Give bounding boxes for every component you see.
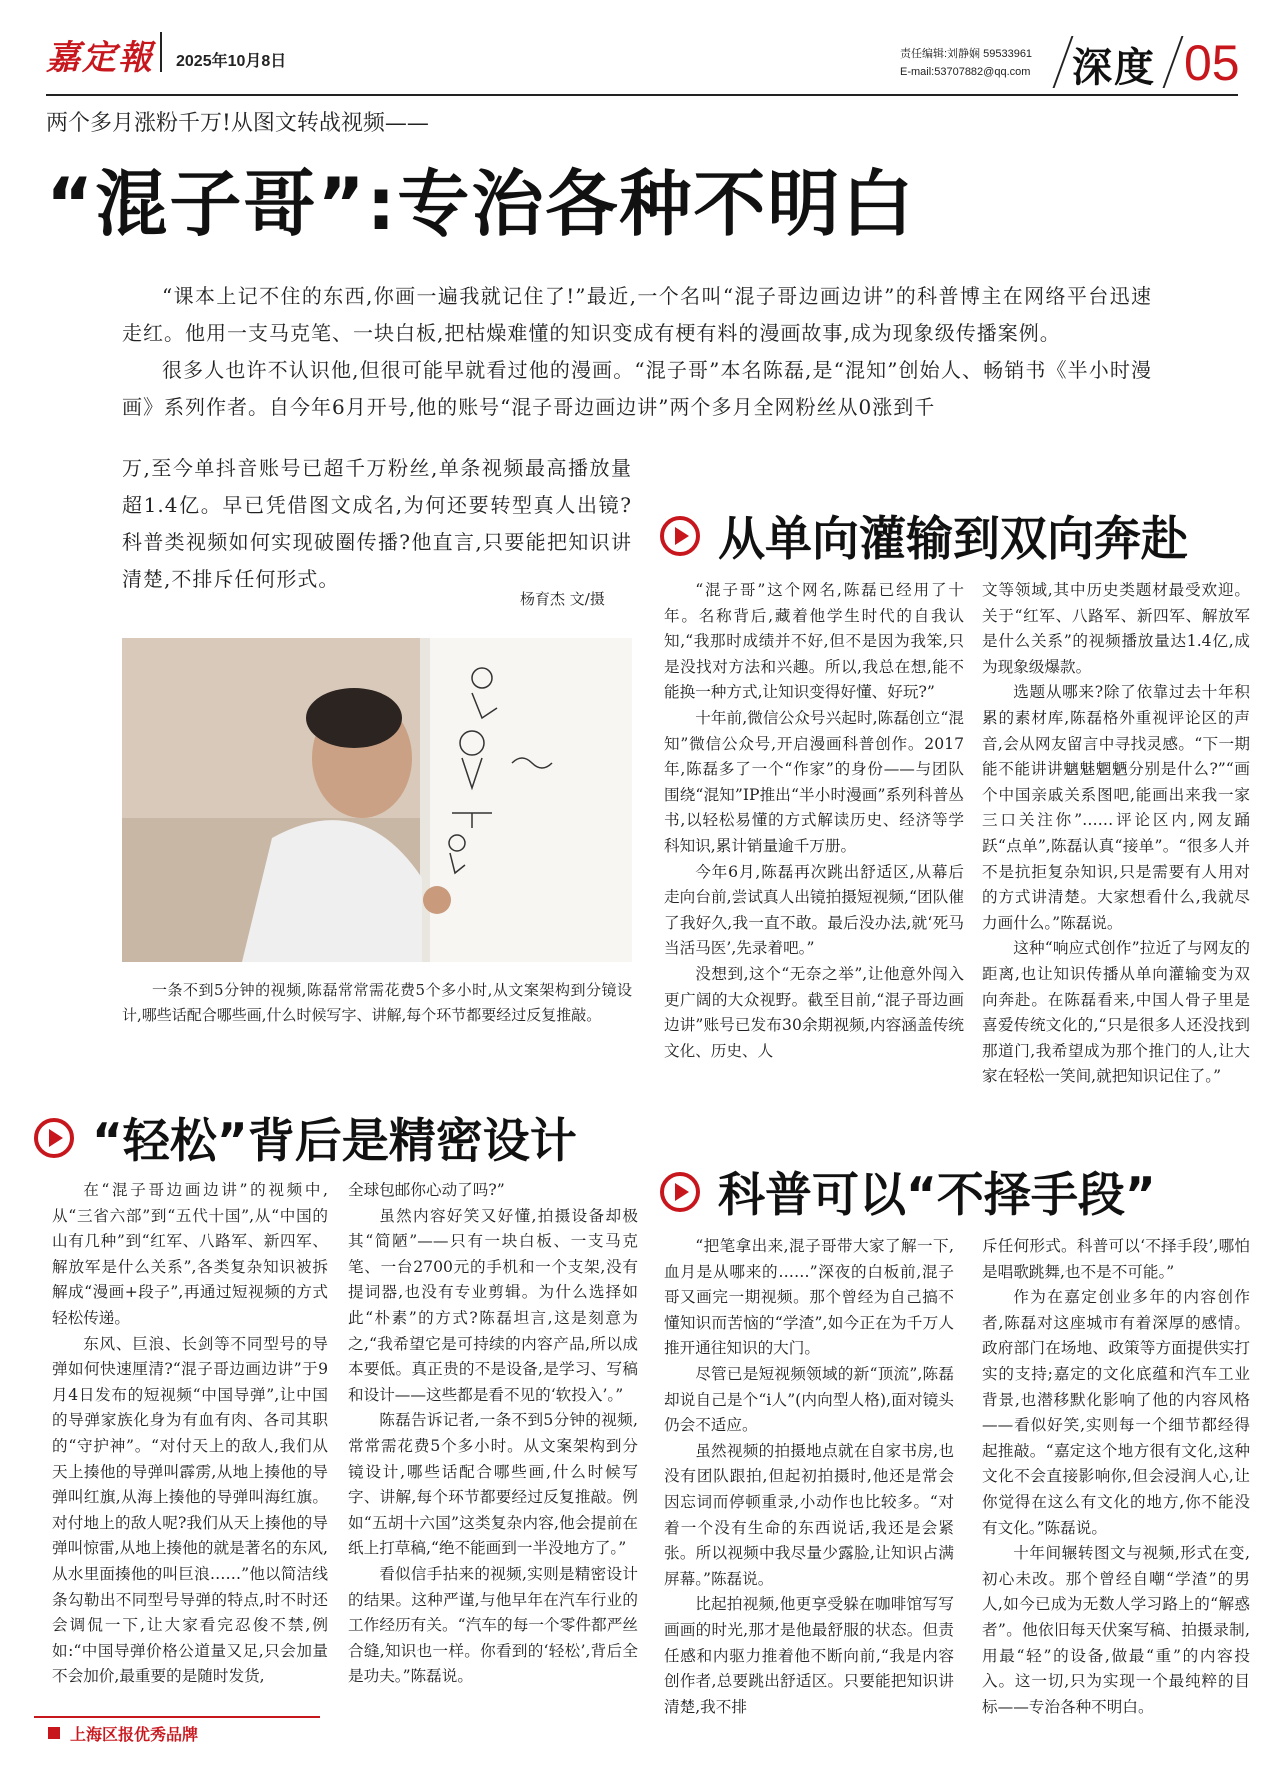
lead-paragraph: 很多人也许不认识他,但很可能早就看过他的漫画。“混子哥”本名陈磊,是“混知”创始人、畅销书《半小时漫画》系列作者。自今年6月开号,他的账号“混子哥边画边讲”两个多月全网粉丝从0涨到千 (122, 358, 1152, 419)
body-paragraph: 比起拍视频,他更享受躲在咖啡馆写写画画的时光,那才是他最舒服的状态。但责任感和内驱力推着他不断向前,“我是内容创作者,总要跳出舒适区。只要能把知识讲清楚,我不排 (664, 1595, 954, 1716)
headline: “混子哥”:专治各种不明白 (46, 162, 916, 246)
lead-paragraph: 万,至今单抖音账号已超千万粉丝,单条视频最高播放量超1.4亿。早已凭借图文成名,为何还要转型真人出镜?科普类视频如何实现破圈传播?他直言,只要能把知识讲清楚,不排斥任何形式。 (122, 456, 632, 591)
body-paragraph: “把笔拿出来,混子哥带大家了解一下,血月是从哪来的……”深夜的白板前,混子哥又画完一期视频。那个曾经为自己搞不懂知识而苦恼的“学渣”,如今正在为千万人推开通往知识的大门。 (664, 1237, 954, 1358)
play-icon (660, 1172, 700, 1212)
masthead: 嘉定報 (46, 38, 154, 78)
photo-caption: 一条不到5分钟的视频,陈磊常常需花费5个多小时,从文案架构到分镜设计,哪些话配合哪些画,什么时候写字、讲解,每个环节都要经过反复推敲。 (122, 981, 632, 1024)
issue-date: 2025年10月8日 (176, 53, 287, 70)
body-paragraph: 陈磊告诉记者,一条不到5分钟的视频,常常需花费5个多小时。从文案架构到分镜设计,哪些话配合哪些画,什么时候写字、讲解,每个环节都要经过反复推敲。例如“五胡十六国”这类复杂内容,他会提前在纸上打草稿,“绝不能画到一半没地方了。” (348, 1411, 638, 1558)
body-paragraph: 看似信手拈来的视频,实则是精密设计的结果。这种严谨,与他早年在汽车行业的工作经历有关。“汽车的每一个零件都严丝合缝,知识也一样。你看到的‘轻松’,背后全是功夫。”陈磊说。 (348, 1564, 638, 1686)
header-rule (46, 94, 1238, 96)
play-icon (34, 1118, 74, 1158)
section-1-column-b (982, 578, 1250, 1090)
lead-continued (122, 450, 632, 598)
body-paragraph: 尽管已是短视频领域的新“顶流”,陈磊却说自己是个“i人”(内向型人格),面对镜头仍会不适应。 (664, 1364, 954, 1435)
body-paragraph: 作为在嘉定创业多年的内容创作者,陈磊对这座城市有着深厚的感情。政府部门在场地、政策等方面提供实打实的支持;嘉定的文化底蕴和汽车工业背景,也潜移默化影响了他的内容风格——看似好笑,实则每一个细节都经得起推敲。“嘉定这个地方很有文化,这种文化不会直接影响你,但会浸润人心,让你觉得在这么有文化的地方,你不能没有文化。”陈磊说。 (982, 1288, 1250, 1537)
kicker: 两个多月涨粉千万!从图文转战视频—— (46, 111, 429, 136)
lead-paragraphs (122, 278, 1152, 426)
section-3-column-b (982, 1234, 1250, 1720)
masthead-divider (160, 32, 162, 72)
footer-brand-label: 上海区报优秀品牌 (70, 1726, 199, 1744)
header-slash (1163, 36, 1184, 88)
subhead-title: “轻松”背后是精密设计 (92, 1114, 577, 1169)
body-paragraph: 今年6月,陈磊再次跳出舒适区,从幕后走向台前,尝试真人出镜拍摄短视频,“团队催了我好久,我一直不敢。最后没办法,就‘死马当活马医’,先录着吧。” (664, 862, 964, 958)
subhead-section-2 (34, 1104, 577, 1171)
editor-line: 责任编辑:刘静娴 59533961 (900, 48, 1033, 60)
section-1-column-a (664, 578, 964, 1064)
editor-info (900, 45, 1060, 81)
body-paragraph: 虽然内容好笑又好懂,拍摄设备却极其“简陋”——只有一块白板、一支马克笔、一台2700元的手机和一个支架,没有提词器,也没有专业剪辑。为什么选择如此“朴素”的方式?陈磊坦言,这是刻意为之,“我希望它是可持续的内容产品,所以成本要低。真正贵的不是设备,是学习、写稿和设计——这些都是看不见的‘软投入’。” (348, 1206, 638, 1404)
subhead-title: 从单向灌输到双向奔赴 (718, 512, 1188, 567)
photo-illustration (122, 638, 632, 962)
play-icon (660, 516, 700, 556)
footer-brand (34, 1716, 320, 1748)
body-paragraph: 虽然视频的拍摄地点就在自家书房,也没有团队跟拍,但起初拍摄时,他还是常会因忘词而停顿重录,小动作也比较多。“对着一个没有生命的东西说话,我还是会紧张。所以视频中我尽量少露脸,让知识占满屏幕。”陈磊说。 (664, 1441, 954, 1588)
subhead-title: 科普可以“不择手段” (718, 1168, 1156, 1223)
section-name: 深度 (1072, 44, 1156, 91)
lead-paragraph: “课本上记不住的东西,你画一遍我就记住了!”最近,一个名叫“混子哥边画边讲”的科普博主在网络平台迅速走红。他用一支马克笔、一块白板,把枯燥难懂的知识变成有梗有料的漫画故事,成为现象级传播案例。 (122, 284, 1152, 345)
section-3-column-a (664, 1234, 954, 1720)
section-2-column-a (52, 1178, 328, 1690)
body-paragraph: 斥任何形式。科普可以‘不择手段’,哪怕是唱歌跳舞,也不是不可能。” (982, 1237, 1250, 1281)
body-paragraph: 选题从哪来?除了依靠过去十年积累的素材库,陈磊格外重视评论区的声音,会从网友留言中寻找灵感。“下一期能不能讲讲魑魅魍魉分别是什么?”“画个中国亲戚关系图吧,能画出来我一家三口关注你”……评论区内,网友踊跃“点单”,陈磊认真“接单”。“很多人并不是抗拒复杂知识,只是需要有人用对的方式讲清楚。大家想看什么,我就尽力画什么。”陈磊说。 (982, 683, 1250, 932)
body-paragraph: 这种“响应式创作”拉近了与网友的距离,也让知识传播从单向灌输变为双向奔赴。在陈磊看来,中国人骨子里是喜爱传统文化的,“只是很多人还没找到那道门,我希望成为那个推门的人,让大家在轻松一笑间,就把知识记住了。” (982, 939, 1250, 1086)
body-paragraph: “混子哥”这个网名,陈磊已经用了十年。名称背后,藏着他学生时代的自我认知,“我那时成绩并不好,但不是因为我笨,只是没找对方法和兴趣。所以,我总在想,能不能换一种方式,让知识变得好懂、好玩?” (664, 581, 964, 702)
body-paragraph: 没想到,这个“无奈之举”,让他意外闯入更广阔的大众视野。截至目前,“混子哥边画边讲”账号已发布30余期视频,内容涵盖传统文化、历史、人 (664, 964, 964, 1060)
body-paragraph: 十年间辗转图文与视频,形式在变,初心未改。那个曾经自嘲“学渣”的男人,如今已成为无数人学习路上的“解惑者”。他依旧每天伏案写稿、拍摄录制,用最“轻”的设备,做最“重”的内容投入。这一切,只为实现一个最纯粹的目标——专治各种不明白。 (982, 1544, 1250, 1716)
body-paragraph: 东风、巨浪、长剑等不同型号的导弹如何快速厘清?“混子哥边画边讲”于9月4日发布的短视频“中国导弹”,让中国的导弹家族化身为有血有肉、各司其职的“守护神”。“对付天上的敌人,我们从天上揍他的导弹叫霹雳,从地上揍他的导弹叫红旗,从海上揍他的导弹叫海红旗。对付地上的敌人呢?我们从天上揍他的导弹叫惊雷,从地上揍他的就是著名的东风,从水里面揍他的叫巨浪……”他以简洁线条勾勒出不同型号导弹的特点,时不时还会调侃一下,让大家看完忍俊不禁,例如:“中国导弹价格公道量又足,只会加量不会加价,最重要的是随时发货, (52, 1334, 328, 1686)
body-paragraph: 文等领域,其中历史类题材最受欢迎。关于“红军、八路军、新四军、解放军是什么关系”的视频播放量达1.4亿,成为现象级爆款。 (982, 581, 1250, 676)
email-line: E-mail:53707882@qq.com (900, 66, 1031, 78)
body-paragraph: 十年前,微信公众号兴起时,陈磊创立“混知”微信公众号,开启漫画科普创作。2017年,陈磊多了一个“作家”的身份——与团队围绕“混知”IP推出“半小时漫画”系列科普丛书,以轻松易懂的方式解读历史、经济等学科知识,累计销量逾千万册。 (664, 708, 964, 855)
page-number: 05 (1184, 35, 1240, 91)
footer-square-icon (48, 1727, 60, 1739)
subhead-section-1 (660, 502, 1188, 569)
article-photo (122, 638, 632, 962)
section-2-column-b (348, 1178, 638, 1690)
body-paragraph: 在“混子哥边画边讲”的视频中,从“三省六部”到“五代十国”,从“中国的山有几种”到“红军、八路军、新四军、解放军是什么关系”,各类复杂知识被拆解成“漫画+段子”,再通过短视频的方式轻松传递。 (52, 1181, 328, 1327)
body-paragraph: 全球包邮你心动了吗?” (348, 1181, 505, 1199)
byline: 杨育杰 文/摄 (520, 590, 605, 608)
subhead-section-3 (660, 1158, 1156, 1225)
